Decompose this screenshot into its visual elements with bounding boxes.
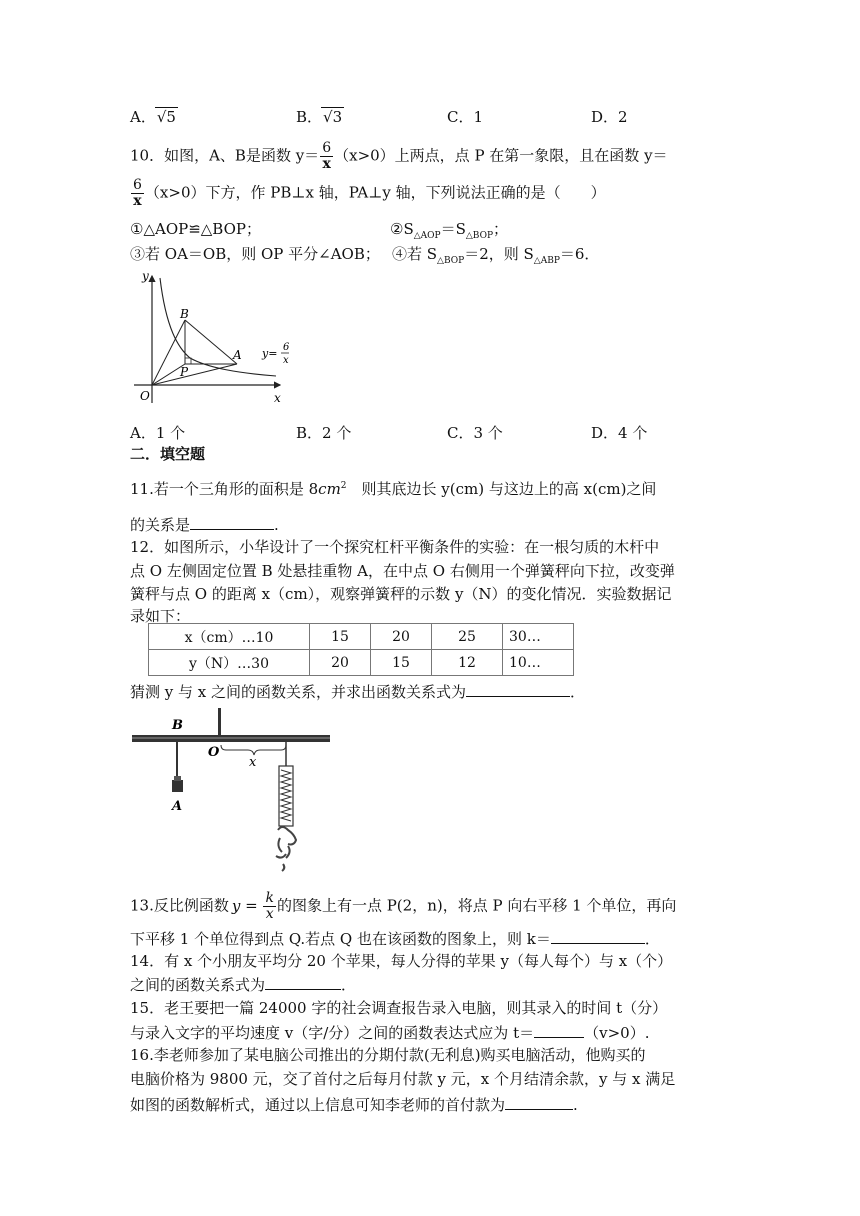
q15-line2: 与录入文字的平均速度 v（字/分）之间的函数表达式应为 t＝ （v>0）. — [130, 1021, 649, 1043]
q11-line2: 的关系是 . — [130, 513, 279, 535]
q16-answer-blank[interactable] — [505, 1093, 573, 1110]
label-a: A — [233, 348, 242, 362]
label-b: B — [180, 307, 189, 321]
label-eq-den: x — [283, 355, 289, 366]
q12-line1: 12．如图所示，小华设计了一个探究杠杆平衡条件的实验：在一根匀质的木杆中 — [130, 538, 660, 556]
q16-line2: 电脑价格为 9800 元，交了首付之后每月付款 y 元，x 个月结清余款，y 与 x 满足 — [130, 1070, 676, 1088]
right-angle-mark — [185, 358, 191, 364]
q14-line1: 14．有 x 个小朋友平均分 20 个苹果，每人分得的苹果 y（每人每个）与 x（个） — [130, 952, 673, 970]
label-y: y — [142, 269, 149, 283]
q11-line1: 11.若一个三角形的面积是 $8cm^2$ 则其底边长 y(cm) 与这边上的高 x(cm)之间 — [130, 480, 657, 498]
weight-a — [172, 780, 183, 792]
sqrt-3: √3 — [323, 108, 343, 126]
q12-data-table — [148, 623, 574, 676]
q9-option-c[interactable]: C．1 — [447, 108, 484, 126]
q10-graph — [128, 268, 290, 410]
q12-line4: 录如下： — [130, 607, 191, 625]
label-eq-num: 6 — [283, 342, 290, 353]
label-x: x — [274, 391, 281, 405]
fraction-6-over-x: $\frac{6}{x}$ — [322, 140, 332, 172]
q13-line1: 13.反比例函数 y = $\frac{k}{x}$ 的图象上有一点 P(2，n)，将点 P 向右平移 1 个单位，再向 — [130, 890, 677, 922]
label-a: A — [172, 799, 183, 814]
segment-ab — [185, 320, 237, 364]
label-x: x — [249, 755, 257, 770]
q12-answer-blank[interactable] — [466, 680, 570, 697]
sqrt-5: √5 — [156, 108, 176, 126]
label-b: B — [172, 718, 183, 733]
q13-answer-blank[interactable] — [551, 927, 645, 944]
q10-statement-4: ④若 $S_{\triangle BOP}=2$，则 $S_{\triangle ABP}=6$． — [392, 245, 600, 266]
q15-answer-blank[interactable] — [534, 1021, 584, 1038]
q9-option-a[interactable]: A．√5 — [130, 108, 176, 126]
q15-line1: 15．老王要把一篇 24000 字的社会调查报告录入电脑，则其录入的时间 t（分） — [130, 999, 668, 1017]
segment-oa — [152, 364, 237, 385]
label-eq-y: y= — [262, 347, 278, 360]
q12-line5: 猜测 y 与 x 之间的函数关系，并求出函数关系式为 ． — [130, 680, 585, 702]
q16-line1: 16.李老师参加了某电脑公司推出的分期付款(无利息)购买电脑活动，他购买的 — [130, 1046, 646, 1064]
q11-answer-blank[interactable] — [190, 513, 274, 530]
q13-line2: 下平移 1 个单位得到点 Q.若点 Q 也在该函数的图象上，则 k＝ ． — [130, 927, 660, 949]
q10-statement-3: ③若 OA＝OB，则 OP 平分∠AOB； — [130, 245, 380, 263]
q12-line3: 簧秤与点 O 的距离 x（cm），观察弹簧秤的示数 y（N）的变化情况．实验数据记 — [130, 585, 672, 603]
table-row: y（N）…30 20 15 12 10… — [149, 650, 574, 676]
q10-statement-2: $②S_{\triangle AOP}=S_{\triangle BOP}$； — [390, 220, 509, 241]
q10-option-a[interactable]: A．1 个 — [130, 424, 186, 442]
label-o: O — [208, 745, 220, 760]
q9-option-d[interactable]: D．2 — [591, 108, 628, 126]
hyperbola-curve — [160, 278, 276, 376]
q9-option-b[interactable]: B．√3 — [296, 108, 343, 126]
q10-statement-1: ①△AOP≌△BOP； — [130, 220, 262, 238]
label-p: P — [180, 365, 189, 379]
fraction-k-over-x: $\frac{k}{x}$ — [265, 890, 274, 922]
fraction-6-over-x: $\frac{6}{x}$ — [133, 177, 142, 209]
q10-option-b[interactable]: B．2 个 — [296, 424, 352, 442]
pivot-post — [218, 708, 221, 736]
q14-answer-blank[interactable] — [265, 973, 341, 990]
q10-line2: $\frac{6}{x}$ （x>0）下方，作 PB⊥x 轴，PA⊥y 轴，下列说法正确的是（ ） — [133, 177, 606, 209]
q16-line3: 如图的函数解析式，通过以上信息可知李老师的首付款为 . — [130, 1093, 578, 1115]
q12-line2: 点 O 左侧固定位置 B 处悬挂重物 A，在中点 O 右侧用一个弹簧秤向下拉，改变弹 — [130, 562, 675, 580]
q12-lever-figure — [128, 706, 334, 872]
distance-brace — [221, 745, 286, 755]
q14-line2: 之间的函数关系式为 ． — [130, 973, 356, 995]
hand-icon — [276, 827, 296, 871]
q10-option-c[interactable]: C．3 个 — [447, 424, 503, 442]
q10-option-d[interactable]: D．4 个 — [591, 424, 648, 442]
section-heading: 二．填空题 — [130, 445, 206, 463]
label-o: O — [140, 389, 150, 403]
table-row: x（cm）…10 15 20 25 30… — [149, 624, 574, 650]
q10-line1: 10．如图，A、B是函数 y＝ $\frac{6}{x}$ （x>0）上两点，点 P 在第一象限，且在函数 y＝ — [130, 140, 668, 172]
